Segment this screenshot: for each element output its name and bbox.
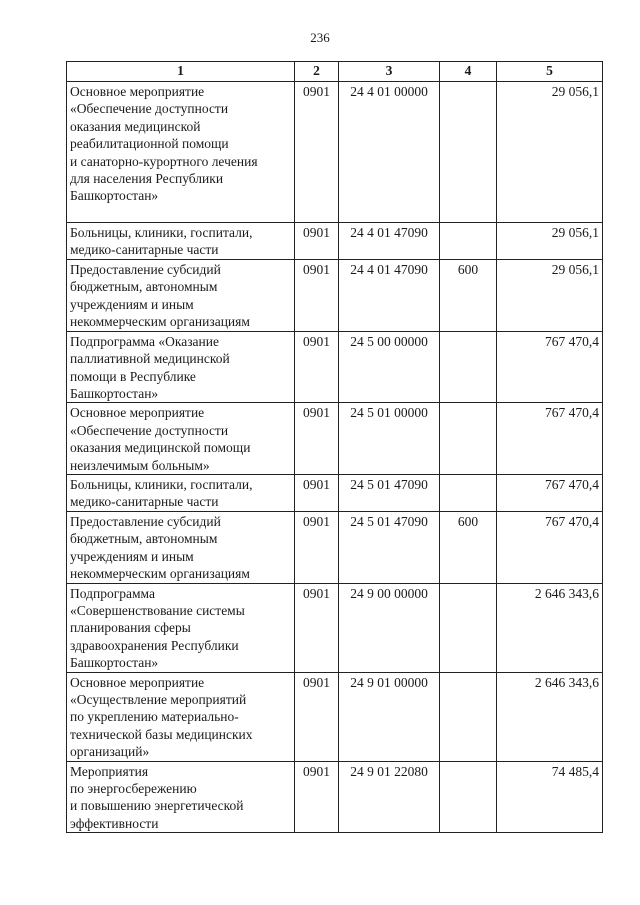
row-amount: 2 646 343,6 — [497, 672, 603, 761]
row-target-article-code: 24 5 01 47090 — [339, 475, 440, 512]
row-amount: 74 485,4 — [497, 761, 603, 833]
row-name: Больницы, клиники, госпитали, медико-санитарные части — [67, 223, 295, 260]
row-target-article-code: 24 5 01 47090 — [339, 511, 440, 583]
row-name: Больницы, клиники, госпитали, медико-санитарные части — [67, 475, 295, 512]
row-expense-type-code — [440, 672, 497, 761]
table-row — [67, 82, 603, 223]
row-expense-type-code — [440, 583, 497, 672]
column-header-name: 1 — [67, 62, 295, 82]
table-row — [67, 475, 603, 512]
row-expense-type-code: 600 — [440, 259, 497, 331]
row-amount: 767 470,4 — [497, 331, 603, 403]
table-row — [67, 331, 603, 403]
row-name: Основное мероприятие «Обеспечение доступности оказания медицинской реабилитационной помощи и санаторно-курортного лечения для населения Республики Башкортостан» — [67, 82, 295, 223]
row-expense-type-code — [440, 761, 497, 833]
column-header-section: 2 — [295, 62, 339, 82]
budget-table — [66, 61, 603, 833]
row-name: Мероприятия по энергосбережению и повышению энергетической эффективности — [67, 761, 295, 833]
row-section-code: 0901 — [295, 583, 339, 672]
row-section-code: 0901 — [295, 475, 339, 512]
row-section-code: 0901 — [295, 82, 339, 223]
column-header-amount: 5 — [497, 62, 603, 82]
row-name: Предоставление субсидий бюджетным, автономным учреждениям и иным некоммерческим организациям — [67, 259, 295, 331]
table-row — [67, 223, 603, 260]
row-amount: 29 056,1 — [497, 223, 603, 260]
row-target-article-code: 24 9 01 00000 — [339, 672, 440, 761]
row-amount: 767 470,4 — [497, 475, 603, 512]
column-header-target-article: 3 — [339, 62, 440, 82]
row-name: Предоставление субсидий бюджетным, автономным учреждениям и иным некоммерческим организациям — [67, 511, 295, 583]
row-section-code: 0901 — [295, 331, 339, 403]
row-amount: 767 470,4 — [497, 403, 603, 475]
row-expense-type-code: 600 — [440, 511, 497, 583]
row-expense-type-code — [440, 403, 497, 475]
row-target-article-code: 24 5 00 00000 — [339, 331, 440, 403]
row-expense-type-code — [440, 223, 497, 260]
page-number: 236 — [310, 30, 330, 45]
row-section-code: 0901 — [295, 672, 339, 761]
table-header-row — [67, 62, 603, 82]
row-expense-type-code — [440, 475, 497, 512]
table-row — [67, 672, 603, 761]
row-name: Основное мероприятие «Осуществление мероприятий по укреплению материально- технической базы медицинских организаций» — [67, 672, 295, 761]
row-target-article-code: 24 9 00 00000 — [339, 583, 440, 672]
row-section-code: 0901 — [295, 223, 339, 260]
row-amount: 29 056,1 — [497, 82, 603, 223]
row-section-code: 0901 — [295, 761, 339, 833]
row-target-article-code: 24 4 01 47090 — [339, 259, 440, 331]
table-row — [67, 583, 603, 672]
row-target-article-code: 24 9 01 22080 — [339, 761, 440, 833]
row-name: Подпрограмма «Оказание паллиативной медицинской помощи в Республике Башкортостан» — [67, 331, 295, 403]
row-name: Основное мероприятие «Обеспечение доступности оказания медицинской помощи неизлечимым больным» — [67, 403, 295, 475]
row-target-article-code: 24 4 01 00000 — [339, 82, 440, 223]
table-row — [67, 259, 603, 331]
row-section-code: 0901 — [295, 259, 339, 331]
row-name: Подпрограмма «Совершенствование системы планирования сферы здравоохранения Республики Башкортостан» — [67, 583, 295, 672]
row-target-article-code: 24 5 01 00000 — [339, 403, 440, 475]
row-amount: 2 646 343,6 — [497, 583, 603, 672]
row-expense-type-code — [440, 331, 497, 403]
row-target-article-code: 24 4 01 47090 — [339, 223, 440, 260]
table-row — [67, 511, 603, 583]
table-row — [67, 403, 603, 475]
row-amount: 29 056,1 — [497, 259, 603, 331]
row-expense-type-code — [440, 82, 497, 223]
table-row — [67, 761, 603, 833]
row-section-code: 0901 — [295, 511, 339, 583]
row-amount: 767 470,4 — [497, 511, 603, 583]
column-header-expense-type: 4 — [440, 62, 497, 82]
row-section-code: 0901 — [295, 403, 339, 475]
